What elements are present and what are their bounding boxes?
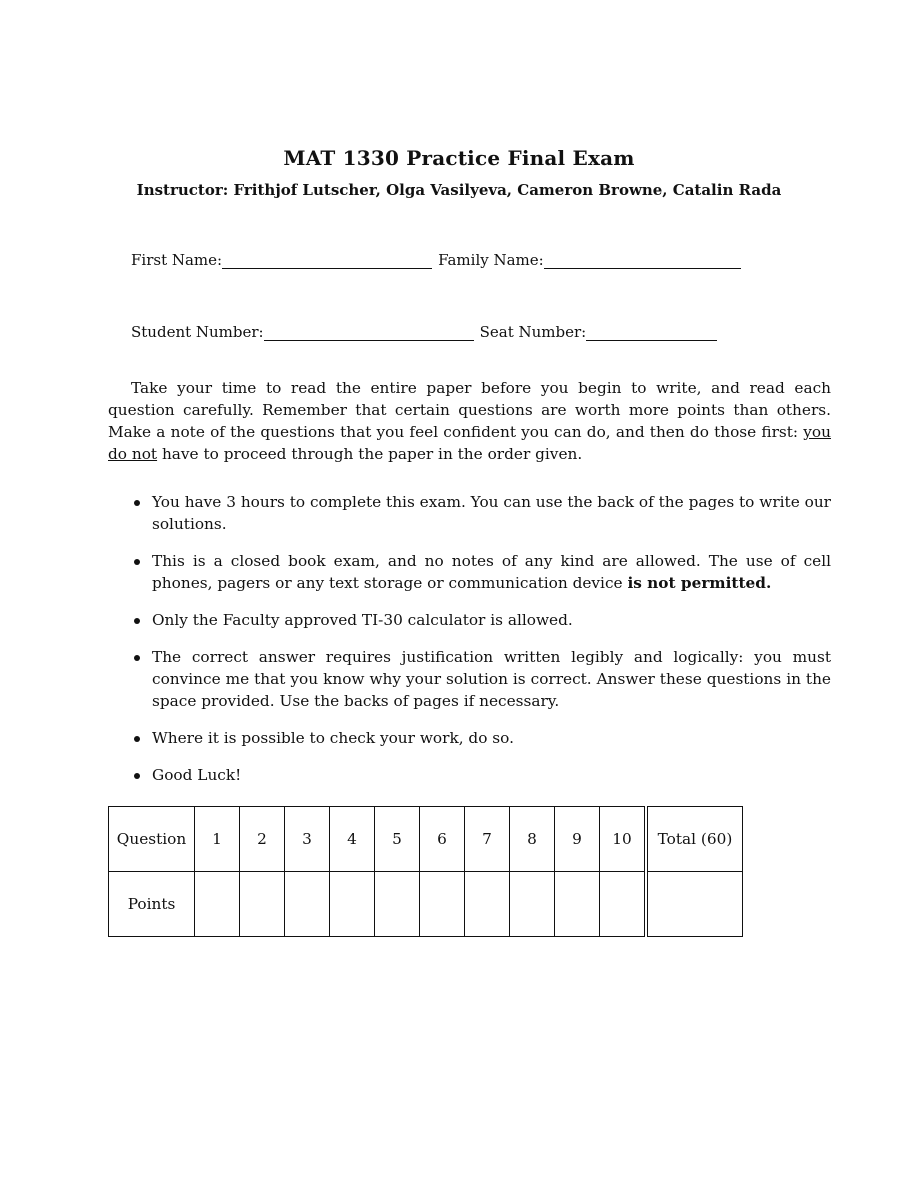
- instructors-line: Instructor: Frithjof Lutscher, Olga Vasilyeva, Cameron Browne, Catalin Rada: [136, 181, 782, 199]
- total-header-cell: Total (60): [646, 807, 743, 872]
- points-cell: [420, 872, 465, 937]
- question-number-cell: 6: [420, 807, 465, 872]
- points-cell: [465, 872, 510, 937]
- total-points-cell: [646, 872, 743, 937]
- points-row: [109, 872, 743, 937]
- points-cell: [330, 872, 375, 937]
- bullet-icon: [134, 500, 140, 506]
- points-cell: [555, 872, 600, 937]
- bullet-icon: [134, 736, 140, 742]
- question-number-cell: 2: [240, 807, 285, 872]
- exam-title: MAT 1330 Practice Final Exam: [283, 146, 635, 170]
- list-item: You have 3 hours to complete this exam. You can use the back of the pages to write our solutions.: [108, 491, 831, 535]
- first-name-label: First Name:: [131, 251, 223, 269]
- question-number-cell: 9: [555, 807, 600, 872]
- list-item: This is a closed book exam, and no notes of any kind are allowed. The use of cell phones, pagers or any text storage or communication device is not permitted.: [108, 550, 831, 594]
- intro-text-part2: have to proceed through the paper in the order given.: [157, 445, 583, 463]
- question-number-cell: 1: [195, 807, 240, 872]
- question-number-cell: 8: [510, 807, 555, 872]
- points-cell: [600, 872, 647, 937]
- list-item: Good Luck!: [108, 764, 831, 786]
- intro-underlined-text: you do not: [108, 423, 831, 463]
- question-number-cell: 5: [375, 807, 420, 872]
- first-name-blank[interactable]: [222, 250, 432, 269]
- bullet-icon: [134, 618, 140, 624]
- points-cell: [375, 872, 420, 937]
- list-item: Where it is possible to check your work, do so.: [108, 727, 831, 749]
- question-row: [109, 807, 743, 872]
- student-number-label: Student Number:: [131, 323, 264, 341]
- number-fields-row: [131, 322, 723, 341]
- family-name-label: Family Name:: [438, 251, 544, 269]
- intro-text-part1: Take your time to read the entire paper before you begin to write, and read each question carefully. Remember that certain questions are worth more points than others. Make a note of the questions that you feel confident you can do, and then do those first:: [108, 379, 831, 441]
- question-number-cell: 10: [600, 807, 647, 872]
- question-number-cell: 3: [285, 807, 330, 872]
- points-cell: [195, 872, 240, 937]
- family-name-blank[interactable]: [544, 250, 741, 269]
- question-number-cell: 4: [330, 807, 375, 872]
- seat-number-label: Seat Number:: [479, 323, 587, 341]
- score-table: [108, 806, 743, 937]
- rules-list: [108, 491, 831, 801]
- student-number-blank[interactable]: [264, 322, 474, 341]
- name-fields-row: [131, 250, 747, 269]
- points-cell: [240, 872, 285, 937]
- list-item: The correct answer requires justification written legibly and logically: you must convince me that you know why your solution is correct. Answer these questions in the space provided. Use the backs of pages if necessary.: [108, 646, 831, 712]
- points-cell: [510, 872, 555, 937]
- question-header-cell: Question: [109, 807, 195, 872]
- bullet-icon: [134, 655, 140, 661]
- points-cell: [285, 872, 330, 937]
- points-header-cell: Points: [109, 872, 195, 937]
- seat-number-blank[interactable]: [586, 322, 717, 341]
- instructions-paragraph: [108, 377, 831, 465]
- list-item: Only the Faculty approved TI-30 calculator is allowed.: [108, 609, 831, 631]
- bullet-icon: [134, 559, 140, 565]
- bullet-icon: [134, 773, 140, 779]
- question-number-cell: 7: [465, 807, 510, 872]
